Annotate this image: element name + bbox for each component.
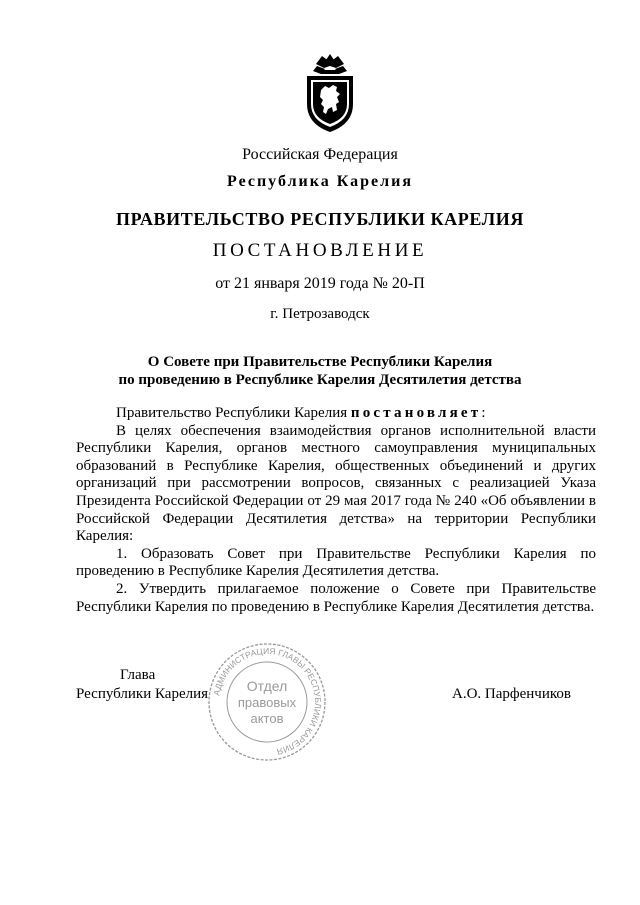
document-type: ПОСТАНОВЛЕНИЕ	[212, 240, 428, 261]
document-title-line-1: О Совете при Правительстве Республики Карелия	[147, 354, 493, 370]
intro-suffix: :	[481, 405, 486, 421]
signatory-organization: Республики Карелия	[76, 686, 209, 702]
signatory-title: Глава	[120, 667, 156, 683]
signatory-name: А.О. Парфенчиков	[452, 686, 571, 702]
item-1-paragraph: 1. Образовать Совет при Правительстве Республики Карелия по проведению в Республике Карелия Десятилетия детства.	[76, 545, 596, 580]
document-date-number: от 21 января 2019 года № 20-П	[215, 275, 425, 292]
document-title-line-2: по проведению в Республике Карелия Десятилетия детства	[118, 372, 522, 388]
document-city: г. Петрозаводск	[270, 306, 370, 322]
stamp-seal-icon	[205, 640, 329, 764]
preamble-paragraph: В целях обеспечения взаимодействия органов исполнительной власти Республики Карелия, органов местного самоуправления муниципальных образований в Республике Карелия, общественных объединений и других организаций при рассмотрении вопросов, связанных с реализацией Указа Президента Российской Федерации от 29 мая 2017 года № 240 «Об объявлении в Российской Федерации Десятилетия детства» на территории Республики Карелия:	[76, 422, 596, 545]
stamp-line-3: актов	[250, 711, 284, 726]
karelia-coat-of-arms-icon	[299, 52, 361, 134]
intro-verb: постановляет	[350, 405, 482, 421]
country-name: Российская Федерация	[242, 146, 398, 163]
intro-paragraph	[76, 405, 596, 423]
intro-prefix: Правительство Республики Карелия	[116, 405, 351, 421]
item-2-paragraph: 2. Утвердить прилагаемое положение о Совете при Правительстве Республики Карелия по проведению в Республике Карелия Десятилетия детства.	[76, 580, 596, 615]
document-body	[76, 405, 596, 616]
stamp-line-2: правовых	[237, 695, 297, 710]
stamp-ring-text: АДМИНИСТРАЦИЯ ГЛАВЫ РЕСПУБЛИКИ КАРЕЛИЯ	[211, 645, 324, 757]
stamp-line-1: Отдел	[246, 678, 288, 694]
government-name: ПРАВИТЕЛЬСТВО РЕСПУБЛИКИ КАРЕЛИЯ	[116, 209, 524, 229]
republic-name: Республика Карелия	[227, 173, 413, 190]
